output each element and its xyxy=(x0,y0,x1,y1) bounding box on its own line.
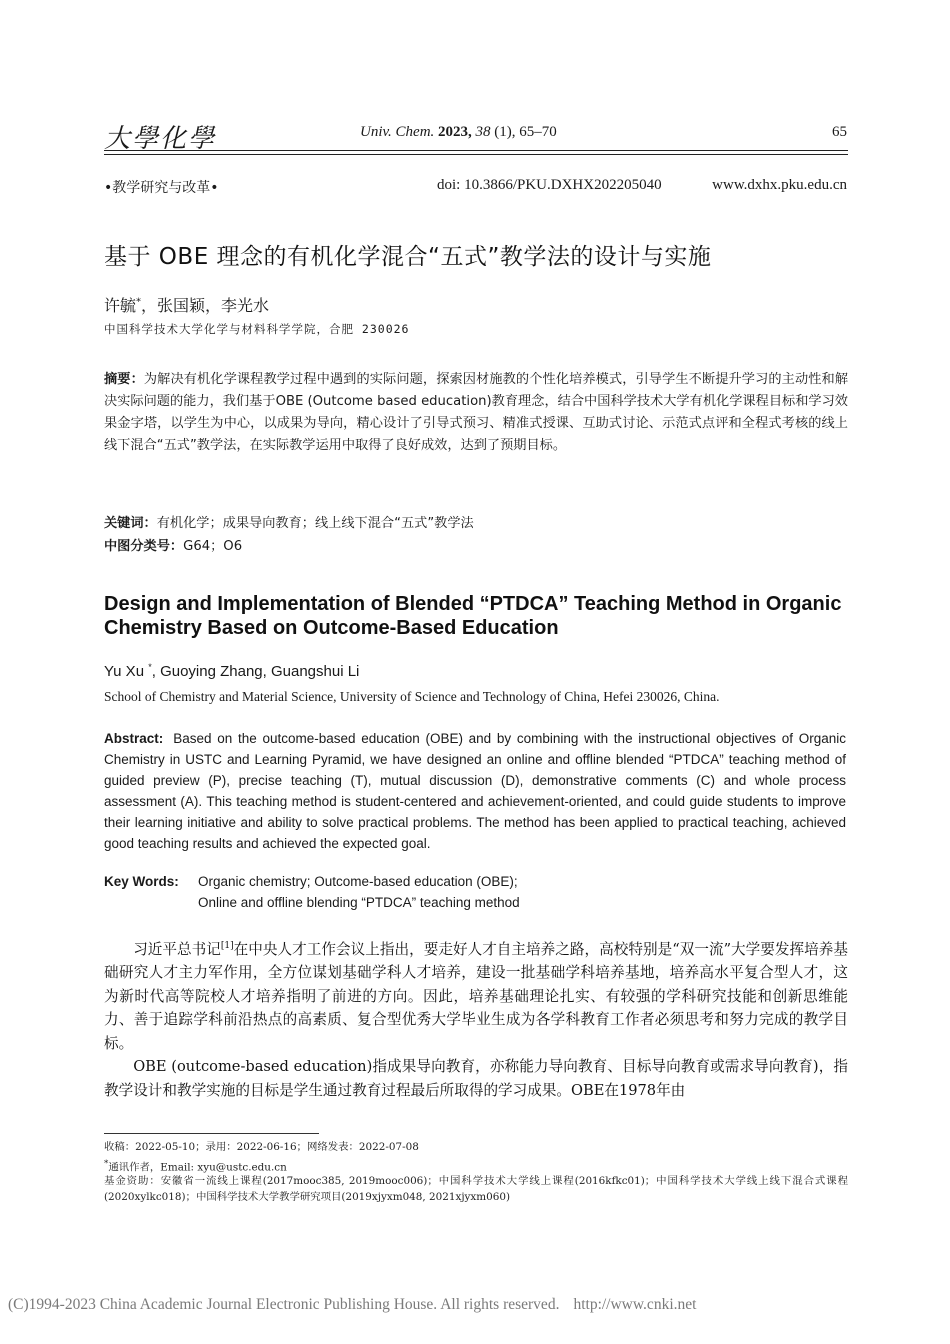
doi[interactable]: doi: 10.3866/PKU.DXHX202205040 xyxy=(437,177,662,193)
body-paragraph: OBE (outcome-based education)指成果导向教育，亦称能力导向教育、目标导向教育或需求导向教育)，指教学设计和教学实施的目标是学生通过教育过程最后所取得的学习成果。OBE在1978年由 xyxy=(104,1058,848,1099)
author-names: ，张国颖，李光水 xyxy=(141,296,270,315)
citation-year: 2023, xyxy=(438,124,472,140)
author-name: 许毓 xyxy=(104,296,137,315)
citation-issue-pages: (1), 65–70 xyxy=(494,124,557,140)
chinese-title: 基于 OBE 理念的有机化学混合“五式”教学法的设计与实施 xyxy=(104,244,712,270)
citation-journal: Univ. Chem. xyxy=(360,124,435,140)
citation-reference[interactable]: [1] xyxy=(220,941,234,951)
journal-citation xyxy=(360,124,557,141)
body-text xyxy=(104,935,848,1102)
copyright-line xyxy=(8,1296,696,1314)
corresponding-mark: * xyxy=(104,1159,109,1169)
corresponding-mark: * xyxy=(148,662,152,672)
abstract-label: 摘要： xyxy=(104,372,144,387)
keywords-text: 有机化学；成果导向教育；线上线下混合“五式”教学法 xyxy=(156,516,474,531)
paragraph-text: 习近平总书记 xyxy=(133,940,221,958)
body-paragraph xyxy=(104,935,848,1055)
chinese-abstract xyxy=(104,369,848,457)
english-keywords-line: Online and offline blending “PTDCA” teaching method xyxy=(198,895,520,910)
author-name: Yu Xu xyxy=(104,663,145,680)
header-rule-thin xyxy=(104,154,848,155)
author-names: , Guoying Zhang, Guangshui Li xyxy=(151,663,360,680)
section-label: •教学研究与改革• xyxy=(104,180,219,196)
copyright-text: (C)1994-2023 China Academic Journal Electronic Publishing House. All rights reserved. xyxy=(8,1296,560,1313)
english-keywords-label: Key Words: xyxy=(104,874,179,889)
chinese-keywords xyxy=(104,513,848,535)
cnki-link[interactable]: http://www.cnki.net xyxy=(573,1296,697,1313)
english-affiliation: School of Chemistry and Material Science, University of Science and Technology of China, Hefei 230026, China. xyxy=(104,689,720,704)
english-keywords-line: Organic chemistry; Outcome-based education (OBE); xyxy=(198,874,518,889)
chinese-authors xyxy=(104,293,269,316)
journal-logo: 大學化學 xyxy=(104,124,217,154)
keywords-label: 关键词： xyxy=(104,516,157,531)
corresponding-text: 通讯作者，Email: xyu@ustc.edu.cn xyxy=(108,1161,287,1174)
citation-volume: 38 xyxy=(475,124,491,140)
header-rule xyxy=(104,150,848,151)
page-number: 65 xyxy=(832,124,847,140)
classification-number xyxy=(104,536,848,558)
clc-text: G64；O6 xyxy=(183,539,243,554)
abstract-label: Abstract: xyxy=(104,731,164,746)
abstract-text: 为解决有机化学课程教学过程中遇到的实际问题，探索因材施教的个性化培养模式，引导学生不断提升学习的主动性和解决实际问题的能力，我们基于OBE (Outcome based education)教育理念，结合中国科学技术大学有机化学课程目标和学习效果金字塔，以学生为中心，以成果为导向，精心设计了引导式预习、精准式授课、互助式讨论、示范式点评和全程式考核的线上线下混合“五式”教学法，在实际教学运用中取得了良好成效，达到了预期目标。 xyxy=(104,372,849,453)
english-title: Design and Implementation of Blended “PTDCA” Teaching Method in Organic Chemistry Based on Outcome-Based Education xyxy=(104,593,842,639)
footnote-funding: 基金资助：安徽省一流线上课程(2017mooc385, 2019mooc006)；中国科学技术大学线上课程(2016kfkc01)；中国科学技术大学线上线下混合式课程(2020xylkc018)；中国科学技术大学教学研究项目(2019xjyxm048, 2021xjyxm060) xyxy=(104,1175,848,1203)
english-abstract xyxy=(104,728,846,854)
footnote-rule xyxy=(104,1133,319,1134)
corresponding-mark: * xyxy=(136,296,142,308)
footnote-dates: 收稿：2022-05-10；录用：2022-06-16；网络发表：2022-07-08 xyxy=(104,1141,419,1153)
abstract-text: Based on the outcome-based education (OBE) and by combining with the instructional objectives of Organic Chemistry in USTC and Learning Pyramid, we have designed an online and offline blended “PTDCA” teaching method of guided preview (P), precise teaching (T), mutual discussion (D), demonstrative comments (C) and whole process assessment (A). This teaching method is student-centered and achievement-oriented, and could guide students to improve their learning initiative and ability to solve practical problems. The method has been applied to practical teaching, achieved good teaching results and achieved the expected goal. xyxy=(104,731,846,851)
chinese-affiliation: 中国科学技术大学化学与材料科学学院，合肥 230026 xyxy=(104,322,410,336)
journal-website[interactable]: www.dxhx.pku.edu.cn xyxy=(712,177,847,193)
english-authors xyxy=(104,662,359,680)
paragraph-text: 在中央人才工作会议上指出，要走好人才自主培养之路，高校特别是“双一流”大学要发挥培养基础研究人才主力军作用，全方位谋划基础学科人才培养，建设一批基础学科培养基地，培养高水平复合型人才，这为新时代高等院校人才培养指明了前进的方向。因此，培养基础理论扎实、有较强的学科研究技能和创新思维能力、善于追踪学科前沿热点的高素质、复合型优秀大学毕业生成为各学科教育工作者必须思考和努力完成的教学目标。 xyxy=(104,940,848,1052)
clc-label: 中图分类号： xyxy=(104,539,184,554)
